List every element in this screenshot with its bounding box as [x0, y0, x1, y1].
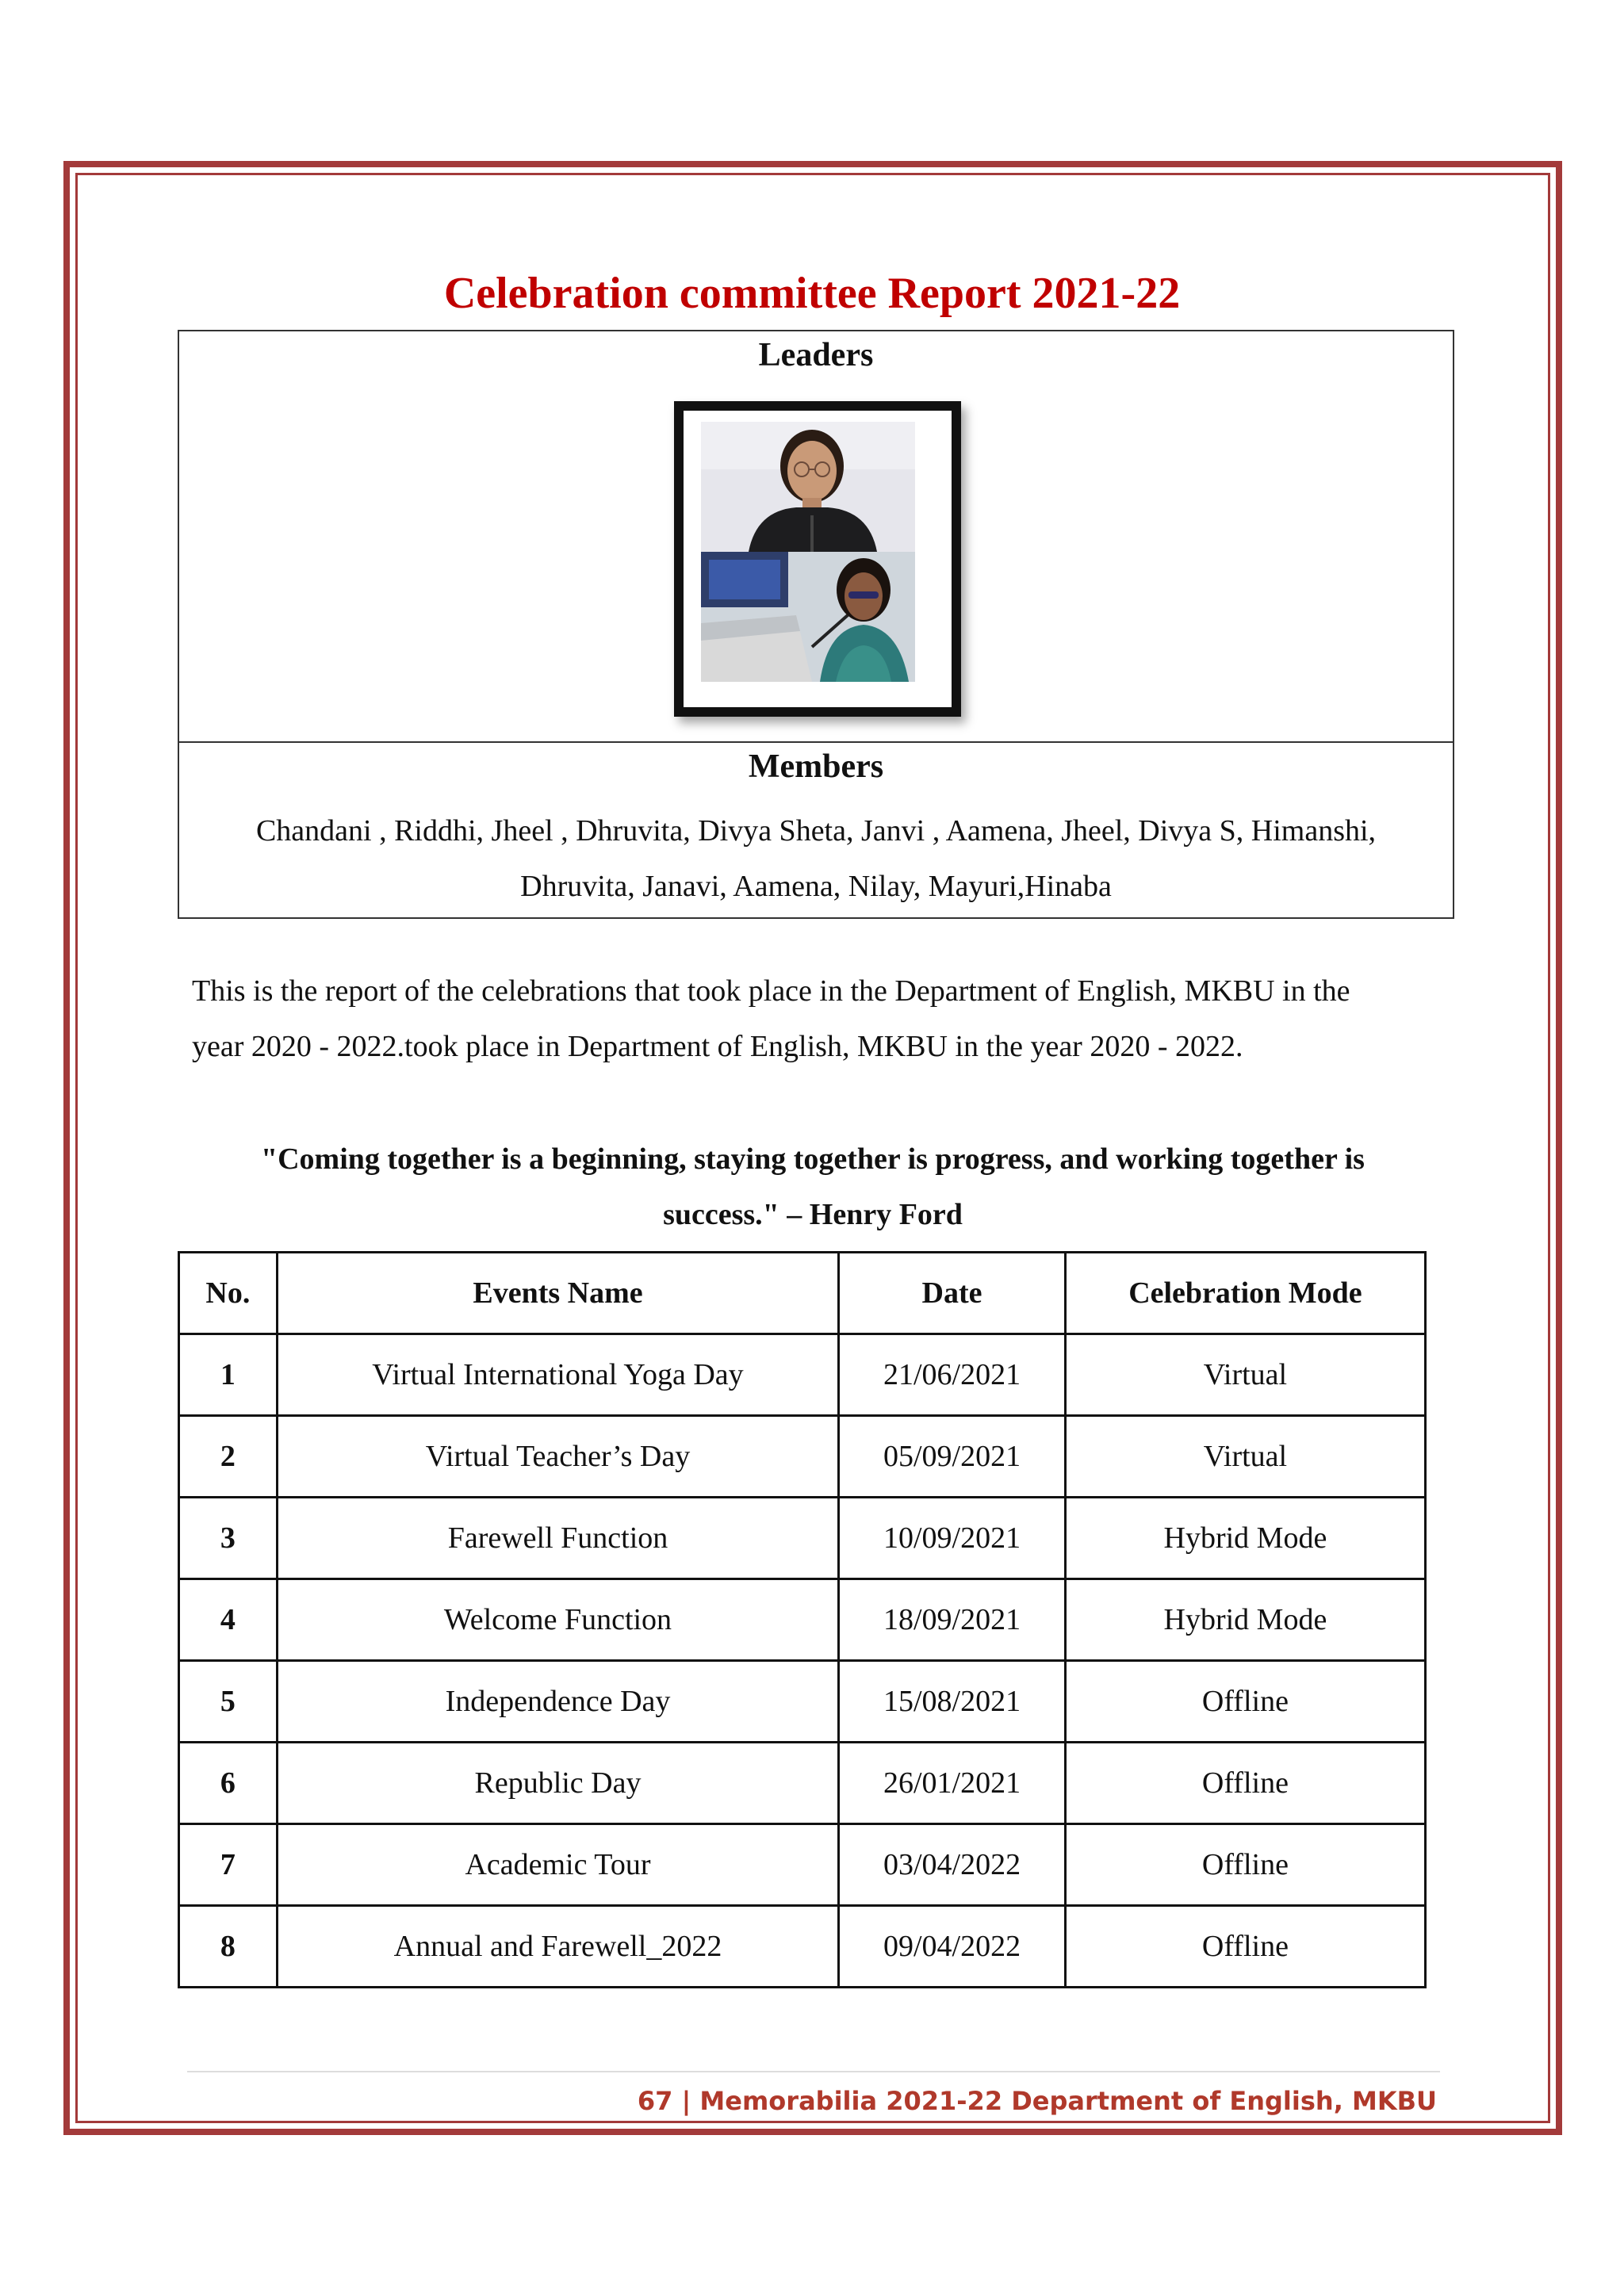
intro-line-1: This is the report of the celebrations that took place in the Department of English, MKBU in the [192, 974, 1350, 1008]
header-event-name: Events Name [277, 1253, 838, 1334]
members-box [178, 743, 1454, 919]
cell-mode: Hybrid Mode [1065, 1498, 1425, 1579]
cell-no: 4 [179, 1579, 278, 1661]
table-row [179, 1661, 1426, 1743]
header-celebration-mode: Celebration Mode [1065, 1253, 1425, 1334]
cell-mode: Offline [1065, 1743, 1425, 1824]
leader-photo-2 [701, 552, 915, 682]
leaders-box [178, 330, 1454, 743]
cell-date: 03/04/2022 [839, 1824, 1066, 1906]
cell-no: 1 [179, 1334, 278, 1416]
table-row [179, 1498, 1426, 1579]
cell-no: 2 [179, 1416, 278, 1498]
cell-no: 3 [179, 1498, 278, 1579]
cell-no: 7 [179, 1824, 278, 1906]
cell-mode: Offline [1065, 1824, 1425, 1906]
cell-no: 6 [179, 1743, 278, 1824]
cell-event-name: Republic Day [277, 1743, 838, 1824]
members-list [211, 803, 1421, 914]
cell-event-name: Welcome Function [277, 1579, 838, 1661]
leaders-photo-frame [674, 401, 961, 717]
quote-line-2: success." – Henry Ford [663, 1198, 963, 1231]
members-heading: Members [748, 748, 884, 785]
table-row [179, 1743, 1426, 1824]
table-row [179, 1824, 1426, 1906]
cell-date: 26/01/2021 [839, 1743, 1066, 1824]
intro-line-2: year 2020 - 2022.took place in Department of English, MKBU in the year 2020 - 2022. [192, 1030, 1243, 1063]
leaders-heading: Leaders [758, 337, 874, 373]
footer-divider [187, 2071, 1440, 2072]
cell-date: 21/06/2021 [839, 1334, 1066, 1416]
quote-line-1: "Coming together is a beginning, staying together is progress, and working together is [261, 1142, 1365, 1176]
header-no: No. [179, 1253, 278, 1334]
members-line-1: Chandani , Riddhi, Jheel , Dhruvita, Divya Sheta, Janvi , Aamena, Jheel, Divya S, Himanshi, [255, 814, 1377, 848]
cell-mode: Hybrid Mode [1065, 1579, 1425, 1661]
cell-mode: Virtual [1065, 1416, 1425, 1498]
cell-mode: Virtual [1065, 1334, 1425, 1416]
cell-date: 05/09/2021 [839, 1416, 1066, 1498]
members-line-2: Dhruvita, Janavi, Aamena, Nilay, Mayuri,Hinaba [520, 870, 1112, 903]
cell-mode: Offline [1065, 1906, 1425, 1988]
leader-photo-1 [701, 422, 915, 552]
cell-event-name: Academic Tour [277, 1824, 838, 1906]
cell-event-name: Virtual International Yoga Day [277, 1334, 838, 1416]
table-row [179, 1334, 1426, 1416]
cell-date: 18/09/2021 [839, 1579, 1066, 1661]
cell-date: 10/09/2021 [839, 1498, 1066, 1579]
cell-mode: Offline [1065, 1661, 1425, 1743]
cell-date: 15/08/2021 [839, 1661, 1066, 1743]
cell-event-name: Farewell Function [277, 1498, 838, 1579]
table-row [179, 1416, 1426, 1498]
cell-no: 5 [179, 1661, 278, 1743]
cell-no: 8 [179, 1906, 278, 1988]
header-date: Date [839, 1253, 1066, 1334]
page-title: Celebration committee Report 2021-22 [443, 269, 1181, 318]
table-row [179, 1906, 1426, 1988]
table-header-row [179, 1253, 1426, 1334]
cell-date: 09/04/2022 [839, 1906, 1066, 1988]
page-footer: 67 | Memorabilia 2021-22 Department of English, MKBU [637, 2086, 1437, 2116]
cell-event-name: Annual and Farewell_2022 [277, 1906, 838, 1988]
quote-block [206, 1131, 1419, 1242]
table-row [179, 1579, 1426, 1661]
intro-paragraph [192, 963, 1453, 1074]
cell-event-name: Virtual Teacher’s Day [277, 1416, 838, 1498]
events-table [178, 1251, 1427, 1988]
cell-event-name: Independence Day [277, 1661, 838, 1743]
